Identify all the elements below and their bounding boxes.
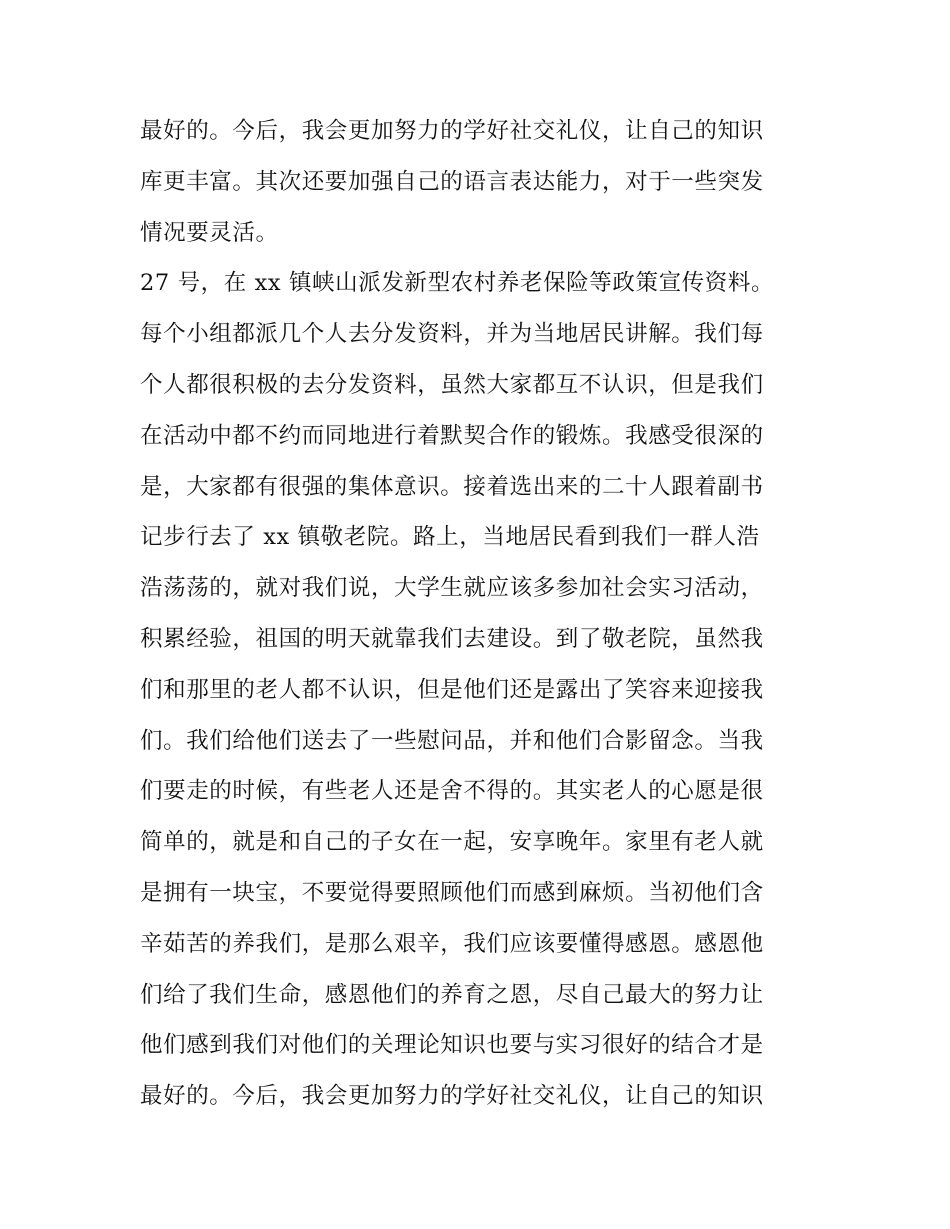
text-line: 简单的，就是和自己的子女在一起，安享晚年。家里有老人就 bbox=[140, 829, 764, 856]
text-line: 是，大家都有很强的集体意识。接着选出来的二十人跟着副书 bbox=[140, 473, 764, 500]
text-line: 个人都很积极的去分发资料，虽然大家都互不认识，但是我们 bbox=[140, 371, 764, 398]
text-line: 情况要灵活。 bbox=[140, 219, 279, 246]
text-line: 在活动中都不约而同地进行着默契合作的锻炼。我感受很深的 bbox=[140, 422, 764, 449]
text-line: 最好的。今后，我会更加努力的学好社交礼仪，让自己的知识 bbox=[140, 118, 764, 144]
text-line: 27 号，在 xx 镇峡山派发新型农村养老保险等政策宣传资料。 bbox=[140, 270, 775, 297]
text-line: 们。我们给他们送去了一些慰问品，并和他们合影留念。当我 bbox=[140, 727, 764, 754]
text-line: 们给了我们生命，感恩他们的养育之恩，尽自己最大的努力让 bbox=[140, 981, 764, 1008]
text-line: 是拥有一块宝，不要觉得要照顾他们而感到麻烦。当初他们含 bbox=[140, 879, 764, 906]
text-line: 他们感到我们对他们的关理论知识也要与实习很好的结合才是 bbox=[140, 1032, 764, 1059]
text-line: 库更丰富。其次还要加强自己的语言表达能力，对于一些突发 bbox=[140, 168, 764, 195]
text-line: 浩荡荡的，就对我们说，大学生就应该多参加社会实习活动， bbox=[140, 575, 764, 602]
text-line: 记步行去了 xx 镇敬老院。路上，当地居民看到我们一群人浩 bbox=[140, 524, 760, 551]
text-line: 们要走的时候，有些老人还是舍不得的。其实老人的心愿是很 bbox=[140, 778, 764, 805]
text-line: 积累经验，祖国的明天就靠我们去建设。到了敬老院，虽然我 bbox=[140, 625, 764, 652]
body-text bbox=[140, 106, 820, 1122]
text-line: 每个小组都派几个人去分发资料，并为当地居民讲解。我们每 bbox=[140, 321, 764, 348]
text-line: 辛茹苦的养我们，是那么艰辛，我们应该要懂得感恩。感恩他 bbox=[140, 930, 764, 957]
text-line: 最好的。今后，我会更加努力的学好社交礼仪，让自己的知识 bbox=[140, 1083, 764, 1110]
text-line: 们和那里的老人都不认识，但是他们还是露出了笑容来迎接我 bbox=[140, 676, 764, 703]
